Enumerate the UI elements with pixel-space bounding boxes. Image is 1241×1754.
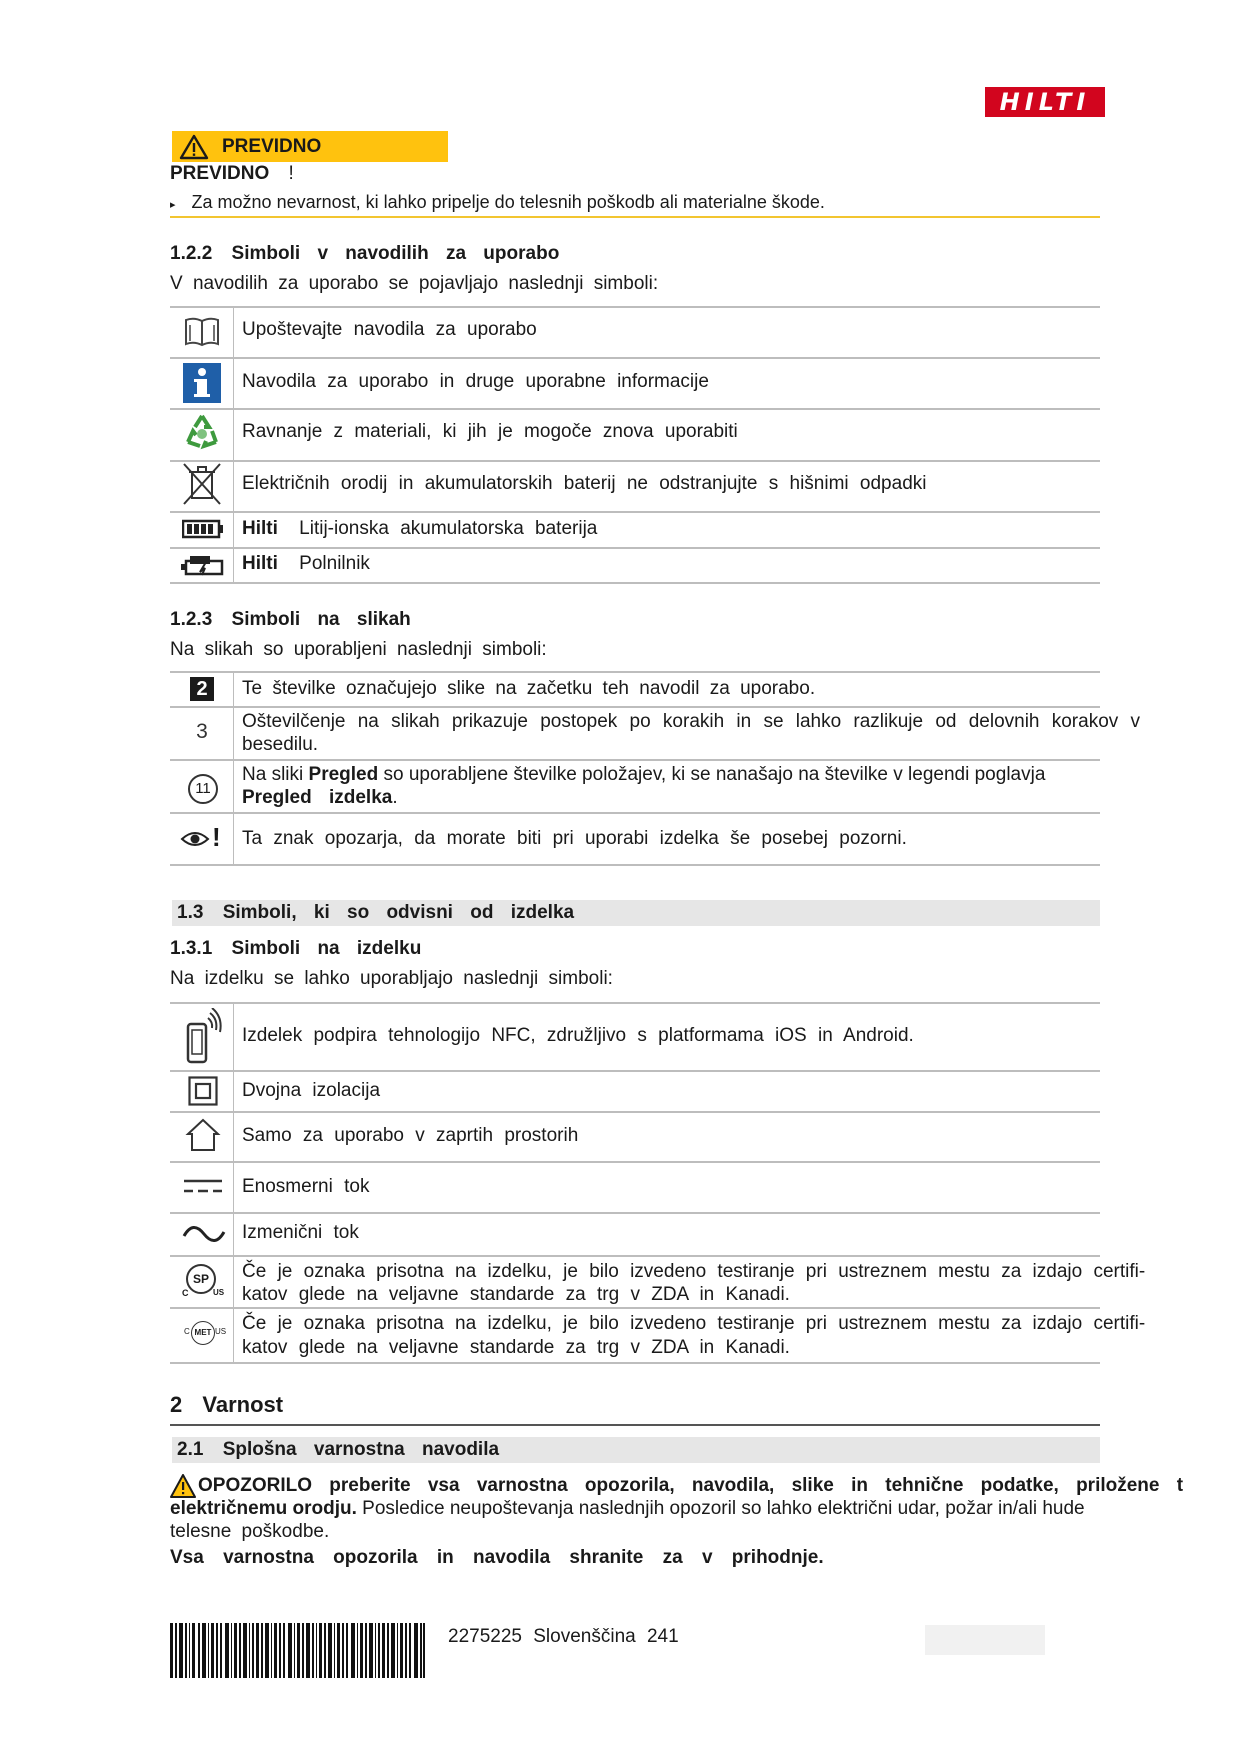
section-title: Simboli v navodilih za uporabo (231, 243, 560, 264)
section-number: 1.3.1 (170, 938, 213, 959)
text-fragment: Na sliki (242, 764, 309, 785)
caution-banner (172, 131, 448, 162)
symbol-row-text: Te številke označujejo slike na začetku teh navodil za uporabo. (242, 678, 816, 699)
warning-triangle-icon (170, 1474, 196, 1498)
text-bold: Pregled (308, 764, 379, 785)
section-1-2-3-heading (170, 609, 411, 631)
symbol-row-text: Navodila za uporabo in druge uporabne informacije (242, 371, 709, 392)
section-1-2-3-intro: Na slikah so uporabljeni naslednji simboli: (170, 639, 547, 660)
section-number: 1.2.2 (170, 243, 213, 264)
section-title: Simboli, ki so odvisni od izdelka (222, 902, 575, 923)
warning-line-2 (170, 1498, 1085, 1520)
symbol-row-text: Izdelek podpira tehnologijo NFC, združljivo s platformama iOS in Android. (242, 1025, 914, 1046)
footer-doc-number: 2275225 (448, 1626, 522, 1647)
direct-current-icon (183, 1176, 223, 1196)
met-mark-c: C (184, 1327, 190, 1336)
csa-mark-label: SP (186, 1264, 216, 1294)
text-fragment: . (392, 787, 398, 808)
met-mark-icon (184, 1321, 227, 1345)
symbol-row-text: Ta znak opozarja, da morate biti pri uporabi izdelka še posebej pozorni. (242, 828, 907, 849)
section-title: Simboli na slikah (231, 609, 411, 630)
symbol-row-text: Dvojna izolacija (242, 1080, 381, 1101)
double-insulation-icon (188, 1076, 218, 1106)
met-mark-us: US (215, 1327, 227, 1336)
manual-book-icon (183, 316, 221, 348)
caution-divider (170, 216, 1100, 218)
step-number-icon: 3 (196, 720, 208, 743)
symbol-row-text (242, 517, 597, 540)
warning-text-bold: električnemu orodju. (170, 1498, 357, 1519)
caution-heading (170, 163, 294, 185)
symbol-row-text: Oštevilčenje na slikah prikazuje postopek po korakih in se lahko razlikuje od delovnih korakov v besedilu. (242, 711, 1140, 755)
caution-bullet (170, 192, 825, 213)
symbol-row-text: katov glede na veljavne standarde za trg v ZDA in Kanadi. (242, 1284, 790, 1305)
caution-banner-label: PREVIDNO (222, 136, 322, 157)
footer-info (448, 1626, 679, 1648)
symbol-row-text: katov glede na veljavne standarde za trg v ZDA in Kanadi. (242, 1337, 790, 1358)
caution-heading-suffix: ! (288, 163, 294, 184)
symbol-row-text: Upoštevajte navodila za uporabo (242, 319, 537, 340)
symbol-row-text: Električnih orodij in akumulatorskih baterij ne odstranjujte s hišnimi odpadki (242, 473, 927, 494)
symbol-description: Litij-ionska akumulatorska baterija (299, 518, 598, 539)
csa-mark-c: C (182, 1288, 189, 1298)
csa-mark-icon (182, 1264, 225, 1302)
warning-label: OPOZORILO (198, 1475, 312, 1496)
position-number-icon: 11 (188, 774, 218, 804)
caution-heading-label: PREVIDNO (170, 163, 270, 184)
battery-icon (182, 519, 224, 539)
section-number: 1.3 (177, 902, 204, 923)
warning-text: preberite vsa varnostna opozorila, navodila, slike in tehnične podatke, priložene t (329, 1475, 1184, 1496)
section-1-2-2-heading (170, 243, 559, 265)
symbol-row-text: Samo za uporabo v zaprtih prostorih (242, 1125, 579, 1146)
brand-name: Hilti (242, 553, 278, 574)
symbol-description: Polnilnik (299, 553, 370, 574)
alternating-current-icon (182, 1222, 226, 1246)
footer-language: Slovenščina (533, 1626, 636, 1647)
bullet-arrow-icon: ▸ (170, 199, 176, 211)
section-number: 1.2.3 (170, 609, 213, 630)
section-2-heading (170, 1392, 283, 1418)
warning-triangle-icon (179, 134, 209, 160)
caution-bullet-text: Za možno nevarnost, ki lahko pripelje do telesnih poškodb ali materialne škode. (191, 192, 825, 212)
crossed-bin-icon (182, 462, 222, 506)
warning-text: Posledice neupoštevanja naslednjih opozoril so lahko električni udar, požar in/ali hude (356, 1498, 1085, 1519)
symbol-row-text: Ravnanje z materiali, ki jih je mogoče znova uporabiti (242, 421, 738, 442)
section-number: 2 (170, 1392, 183, 1417)
symbol-row-text: Izmenični tok (242, 1222, 359, 1243)
hilti-logo: HILTI (985, 87, 1105, 117)
section-2-1-heading (177, 1439, 499, 1461)
nfc-phone-icon (184, 1008, 224, 1066)
symbol-row-text: Če je oznaka prisotna na izdelku, je bilo izvedeno testiranje pri ustreznem mestu za izdajo certifi- (242, 1313, 1146, 1334)
text-fragment: so uporabljene številke položajev, ki se nanašajo na številke v legendi poglavja (378, 764, 1046, 785)
warning-line-1 (198, 1475, 1183, 1497)
footer-page-number: 241 (646, 1626, 679, 1647)
footer-placeholder-box (925, 1625, 1045, 1655)
charger-icon (180, 553, 226, 577)
met-mark-label: MET (191, 1321, 215, 1345)
csa-mark-us: US (213, 1288, 225, 1297)
warning-line-3: telesne poškodbe. (170, 1521, 330, 1542)
symbol-row-text (242, 552, 370, 575)
text-bold: Pregled izdelka (242, 787, 393, 808)
section-title: Varnost (202, 1392, 284, 1417)
section-title: Simboli na izdelku (231, 938, 422, 959)
section-1-3-1-heading (170, 938, 421, 960)
section-2-divider (170, 1424, 1100, 1426)
warning-line-4: Vsa varnostna opozorila in navodila shranite za v prihodnje. (170, 1547, 824, 1568)
attention-mark-icon: ! (212, 822, 221, 852)
indoor-house-icon (185, 1117, 221, 1153)
eye-icon (180, 829, 210, 849)
symbol-row-text: Če je oznaka prisotna na izdelku, je bilo izvedeno testiranje pri ustreznem mestu za izdajo certifi- (242, 1261, 1146, 1282)
section-1-3-1-intro: Na izdelku se lahko uporabljajo naslednji simboli: (170, 968, 613, 989)
symbol-row-text: Enosmerni tok (242, 1176, 370, 1197)
brand-name: Hilti (242, 518, 278, 539)
section-title: Splošna varnostna navodila (222, 1439, 500, 1460)
symbol-row-text (242, 763, 1102, 809)
section-1-3-heading (177, 902, 574, 924)
barcode-image (170, 1623, 425, 1678)
section-1-2-2-intro: V navodilih za uporabo se pojavljajo naslednji simboli: (170, 273, 659, 294)
info-icon (183, 363, 221, 403)
figure-number-icon: 2 (190, 677, 214, 701)
recycle-icon (182, 412, 222, 452)
section-number: 2.1 (177, 1439, 204, 1460)
